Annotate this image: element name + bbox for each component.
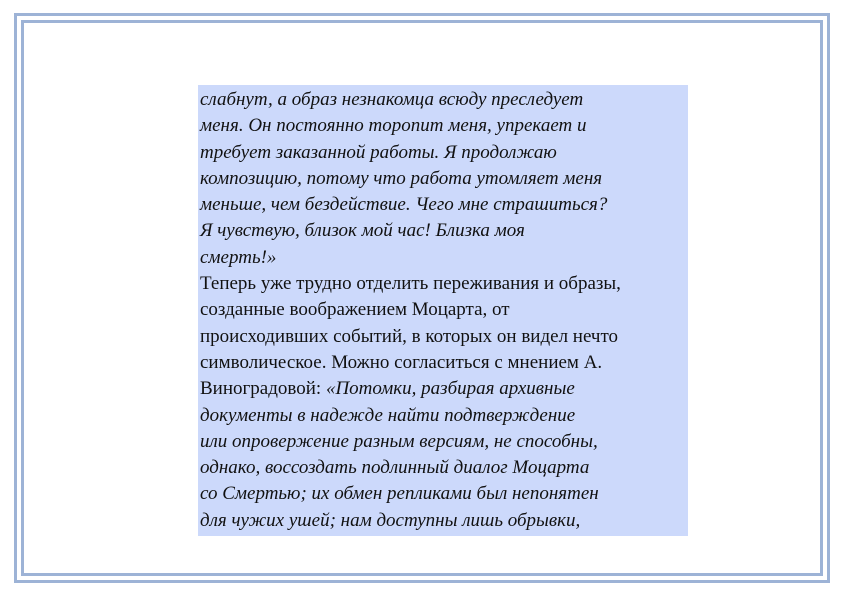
- text-line: [200, 376, 686, 402]
- text-line: [200, 297, 686, 323]
- text-segment: происходивших событий, в которых он видел нечто: [200, 325, 619, 347]
- text-line: [200, 403, 686, 429]
- italic-text-segment: однако, воссоздать подлинный диалог Моцарта: [200, 457, 590, 479]
- text-line: [200, 455, 686, 481]
- text-segment: Теперь уже трудно отделить переживания и образы,: [200, 273, 621, 295]
- text-segment: Виноградовой:: [200, 378, 326, 400]
- text-line: [200, 192, 686, 218]
- text-segment: символическое. Можно согласиться с мнением А.: [200, 351, 603, 373]
- italic-text-segment: меньше, чем бездействие. Чего мне страшиться?: [200, 194, 608, 216]
- text-line: [200, 481, 686, 507]
- italic-text-segment: Я чувствую, близок мой час! Близка моя: [200, 220, 525, 242]
- italic-text-segment: для чужих ушей; нам доступны лишь обрывки,: [200, 509, 581, 531]
- italic-text-segment: требует заказанной работы. Я продолжаю: [200, 141, 557, 163]
- italic-text-segment: или опровержение разным версиям, не способны,: [200, 430, 598, 452]
- text-line: [200, 140, 686, 166]
- text-line: [200, 166, 686, 192]
- italic-text-segment: смерть!»: [200, 246, 277, 268]
- text-line: [200, 508, 686, 534]
- italic-text-segment: документы в надежде найти подтверждение: [200, 404, 576, 426]
- text-line: [200, 245, 686, 271]
- text-line: [200, 87, 686, 113]
- text-line: [200, 429, 686, 455]
- text-line: [200, 113, 686, 139]
- italic-text-segment: «Потомки, разбирая архивные: [325, 378, 575, 400]
- italic-text-segment: композицию, потому что работа утомляет меня: [200, 167, 603, 189]
- text-segment: созданные воображением Моцарта, от: [200, 299, 510, 321]
- text-line: [200, 271, 686, 297]
- italic-text-segment: со Смертью; их обмен репликами был непонятен: [200, 483, 599, 505]
- italic-text-segment: меня. Он постоянно торопит меня, упрекает и: [200, 115, 587, 137]
- text-line: [200, 324, 686, 350]
- italic-text-segment: слабнут, а образ незнакомца всюду преследует: [200, 89, 584, 110]
- highlighted-text-block: [198, 85, 688, 536]
- text-line: [200, 218, 686, 244]
- text-line: [200, 350, 686, 376]
